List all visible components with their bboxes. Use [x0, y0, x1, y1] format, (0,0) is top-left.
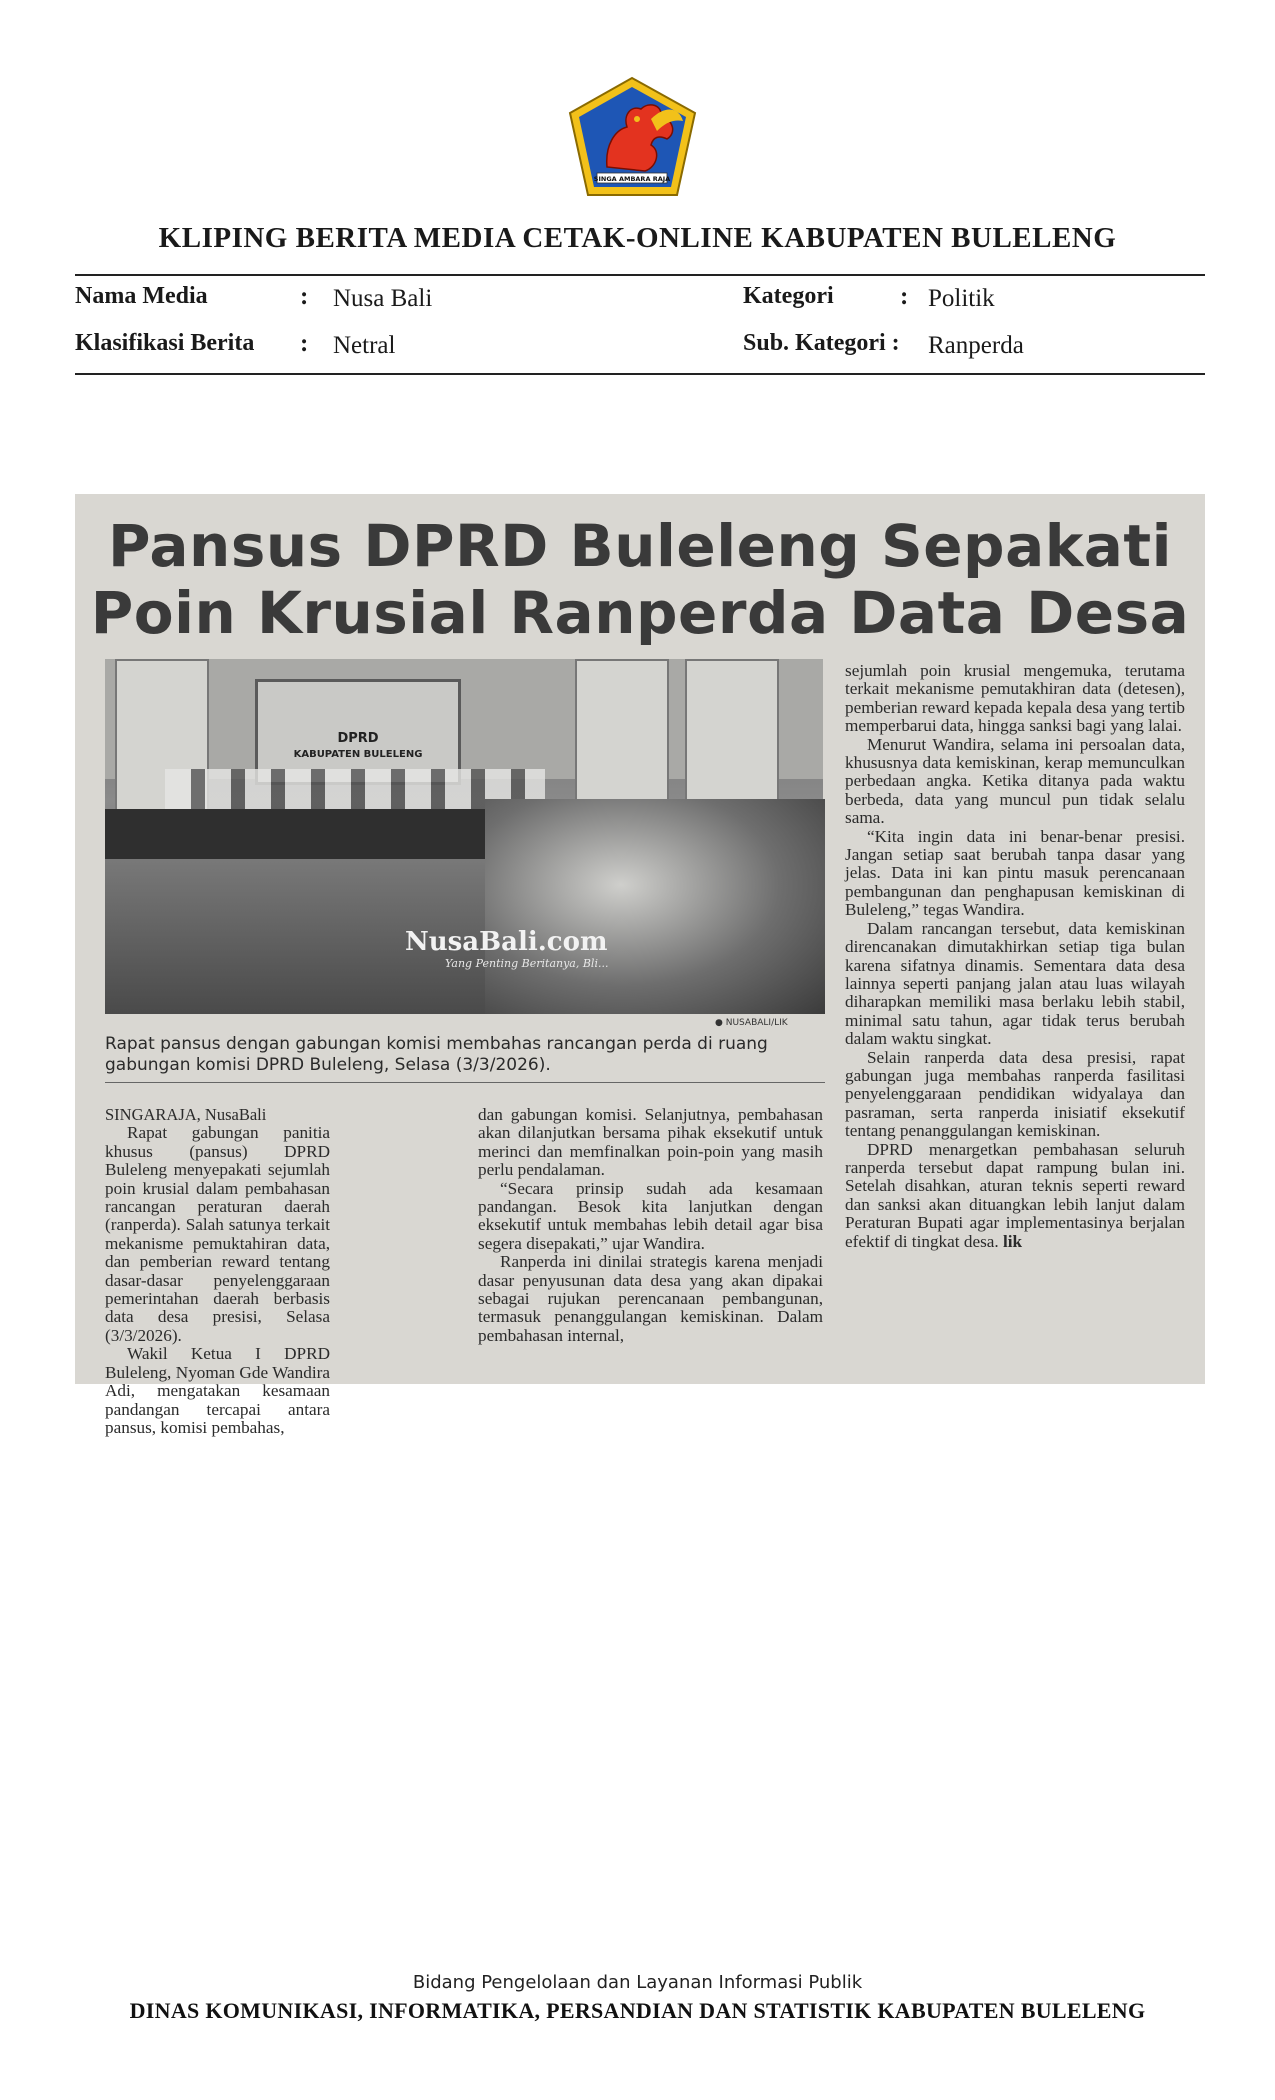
news-clipping — [75, 494, 1205, 1437]
article-paragraph: Menurut Wandira, selama ini persoalan data, khususnya data kemiskinan, kerap memunculkan perbedaan angka. Ketika ditanya pada waktu berbeda, data yang muncul pun tidak selalu sama. — [845, 734, 1185, 828]
article-paragraph: Ranperda ini dinilai strategis karena menjadi dasar penyusunan data desa yang akan dipakai sebagai rujukan perencanaan pembangunan, termasuk penanggulangan kemiskinan. Dalam pembahasan internal, — [478, 1252, 823, 1345]
article-column-1 — [105, 1106, 330, 1437]
article-paragraph: Wakil Ketua I DPRD Buleleng, Nyoman Gde Wandira Adi, mengatakan kesamaan pandangan tercapai antara pansus, komisi pembahas, — [105, 1344, 330, 1437]
singa-ambara-raja-emblem-icon — [565, 75, 700, 200]
article-column-2 — [478, 1106, 823, 1345]
caption-rule — [105, 1082, 825, 1083]
article-column-3 — [845, 662, 1185, 1251]
logo-motto: SINGA AMBARA RAJA — [593, 175, 671, 183]
field-colon: : — [300, 283, 309, 310]
article-paragraph — [845, 1141, 1185, 1251]
headline-line-1: Pansus DPRD Buleleng Sepakati — [107, 512, 1173, 580]
article-paragraph: dan gabungan komisi. Selanjutnya, pembahasan akan dilanjutkan bersama pihak eksekutif untuk merinci dan memfinalkan poin-poin yang masih perlu pendalaman. — [478, 1105, 823, 1180]
field-label-klasifikasi: Klasifikasi Berita — [75, 330, 255, 356]
header-rule-bottom — [75, 373, 1205, 375]
news-photo — [105, 659, 823, 1014]
field-colon: : — [300, 330, 309, 357]
field-colon: : — [900, 283, 909, 310]
headline-line-2: Poin Krusial Ranperda Data Desa — [90, 579, 1190, 647]
photo-credit: ● NUSABALI/LIK — [715, 1018, 788, 1028]
article-paragraph: Selain ranperda data desa presisi, rapat gabungan juga membahas ranperda fasilitasi penyelenggaraan pendidikan widyalaya dan pasraman, serta ranperda inisiatif eksekutif tentang penanggulangan kemiskinan. — [845, 1047, 1185, 1141]
field-value-nama-media: Nusa Bali — [333, 285, 433, 312]
article-paragraph: Rapat gabungan panitia khusus (pansus) DPRD Buleleng menyepakati sejumlah poin krusial dalam pembahasan rancangan peraturan daerah (ranperda). Salah satunya terkait mekanisme pemuktahiran data, dan pemberian reward tentang dasar-dasar penyelenggaraan pemerintahan daerah berbasis data desa presisi, Selasa (3/3/2026). — [105, 1123, 330, 1345]
article-end-mark: lik — [1002, 1231, 1023, 1251]
header-rule-top — [75, 274, 1205, 276]
article-paragraph-text: DPRD menargetkan pembahasan seluruh ranperda tersebut dapat rampung bulan ini. Setelah disahkan, aturan teknis seperti reward dan sanksi akan dituangkan lebih lanjut dalam Peraturan Bupati agar implementasinya berjalan efektif di tingkat desa. — [845, 1139, 1185, 1251]
article-paragraph: “Secara prinsip sudah ada kesamaan pandangan. Besok kita lanjutkan dengan eksekutif untuk membahas lebih detail agar bisa segera disepakati,” ujar Wandira. — [478, 1178, 823, 1253]
article-dateline: SINGARAJA, NusaBali — [105, 1105, 267, 1124]
article-paragraph: Dalam rancangan tersebut, data kemiskinan direncanakan dimutakhirkan setiap tiga bulan karena sifatnya dinamis. Sementara data desa lainnya seperti panjang jalan atau luas wilayah diharapkan memiliki masa berlaku lebih stabil, minimal satu tahun, agar tidak terus berubah dalam waktu singkat. — [845, 918, 1185, 1049]
footer-agency: DINAS KOMUNIKASI, INFORMATIKA, PERSANDIAN DAN STATISTIK KABUPATEN BULELENG — [129, 1998, 1146, 2023]
photo-banner-text-2: KABUPATEN BULELENG — [293, 749, 423, 760]
document-title: KLIPING BERITA MEDIA CETAK-ONLINE KABUPATEN BULELENG — [158, 222, 1117, 254]
field-label-nama-media: Nama Media — [75, 283, 208, 309]
photo-watermark-tagline: Yang Penting Beritanya, Bli... — [445, 957, 609, 970]
article-paragraph: sejumlah poin krusial mengemuka, terutama terkait mekanisme pemutakhiran data (detesen), pemberian reward kepada kepala desa yang tertib memperbarui data, hingga sanksi bagi yang lalai. — [845, 661, 1185, 736]
field-value-klasifikasi: Netral — [333, 332, 396, 359]
photo-banner-text-1: DPRD — [337, 731, 379, 746]
field-label-sub-kategori: Sub. Kategori : — [743, 330, 900, 356]
photo-watermark: NusaBali.com — [405, 927, 608, 957]
field-value-sub-kategori: Ranperda — [928, 332, 1024, 359]
field-value-kategori: Politik — [928, 285, 995, 312]
field-label-kategori: Kategori — [743, 283, 834, 309]
article-paragraph: “Kita ingin data ini benar-benar presisi. Jangan setiap saat berubah tanpa dasar yang jelas. Data ini kan pintu masuk perencanaan pembangunan dan penghapusan kemiskinan di Buleleng,” tegas Wandira. — [845, 826, 1185, 920]
photo-caption: Rapat pansus dengan gabungan komisi membahas rancangan perda di ruang gabungan komisi DPRD Buleleng, Selasa (3/3/2026). — [105, 1034, 768, 1075]
footer-division: Bidang Pengelolaan dan Layanan Informasi Publik — [412, 1972, 863, 1993]
